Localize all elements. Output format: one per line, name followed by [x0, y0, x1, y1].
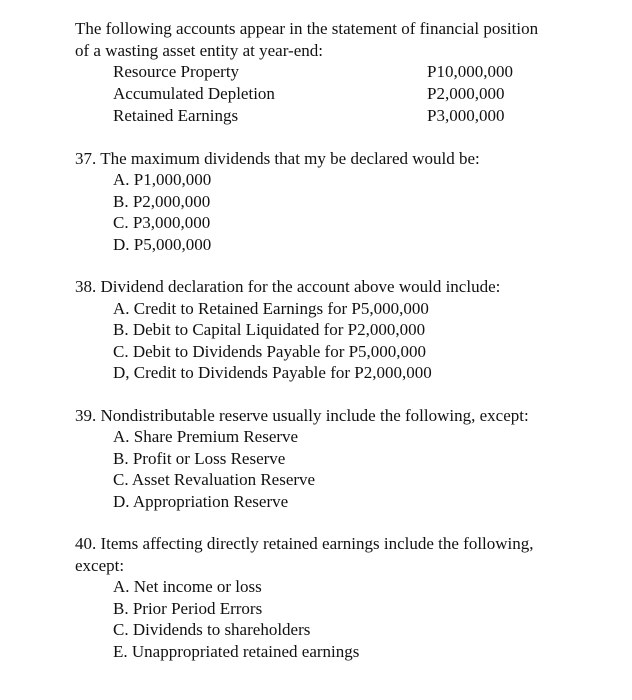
answer-option: C. Debit to Dividends Payable for P5,000,000: [113, 341, 427, 361]
question-stem-continued: except:: [75, 555, 125, 575]
question-number: 40.: [75, 534, 97, 554]
account-row: [75, 83, 595, 105]
intro-line-1: The following accounts appear in the statement of financial position: [75, 19, 539, 38]
question-number: 39.: [75, 405, 97, 425]
question-number: 38.: [75, 277, 97, 297]
intro-line-2: of a wasting asset entity at year-end:: [75, 40, 323, 60]
question-number: 37.: [75, 148, 97, 168]
answer-option: B. Prior Period Errors: [113, 598, 263, 618]
answer-option: D. P5,000,000: [113, 234, 212, 254]
account-amount: P3,000,000: [427, 105, 505, 125]
account-name: Retained Earnings: [113, 105, 239, 125]
question-39: [75, 405, 595, 513]
accounts-table: [75, 61, 595, 126]
question-text: Items affecting directly retained earnings include the following,: [100, 534, 534, 554]
answer-option: A. P1,000,000: [113, 170, 212, 190]
answer-option: D, Credit to Dividends Payable for P2,000,000: [113, 363, 432, 383]
question-38: [75, 276, 595, 384]
answer-option: B. Profit or Loss Reserve: [113, 448, 286, 468]
question-stem: [75, 533, 595, 555]
answer-option: C. Asset Revaluation Reserve: [113, 470, 316, 490]
question-stem: [75, 405, 595, 427]
question-text: The maximum dividends that my be declared would be:: [100, 148, 480, 168]
account-amount: P2,000,000: [427, 83, 505, 103]
answer-option: B. P2,000,000: [113, 191, 211, 211]
question-stem: [75, 148, 595, 170]
intro-paragraph: [75, 18, 595, 61]
answer-option: A. Net income or loss: [113, 577, 262, 597]
question-text: Nondistributable reserve usually include the following, except:: [100, 405, 529, 425]
answer-option: E. Unappropriated retained earnings: [113, 641, 360, 661]
account-amount: P10,000,000: [427, 62, 513, 81]
document: [75, 18, 595, 662]
question-40: [75, 533, 595, 662]
question-37: [75, 148, 595, 256]
question-stem: [75, 276, 595, 298]
answer-option: B. Debit to Capital Liquidated for P2,000,000: [113, 320, 426, 340]
account-row: [75, 105, 595, 127]
answer-option: A. Share Premium Reserve: [113, 427, 299, 447]
account-row: [75, 61, 595, 83]
answer-option: C. Dividends to shareholders: [113, 620, 311, 640]
answer-option: C. P3,000,000: [113, 213, 211, 233]
answer-option: D. Appropriation Reserve: [113, 491, 289, 511]
question-text: Dividend declaration for the account above would include:: [100, 277, 501, 297]
account-name: Accumulated Depletion: [113, 83, 275, 103]
account-name: Resource Property: [113, 62, 240, 81]
answer-option: A. Credit to Retained Earnings for P5,000,000: [113, 298, 429, 318]
